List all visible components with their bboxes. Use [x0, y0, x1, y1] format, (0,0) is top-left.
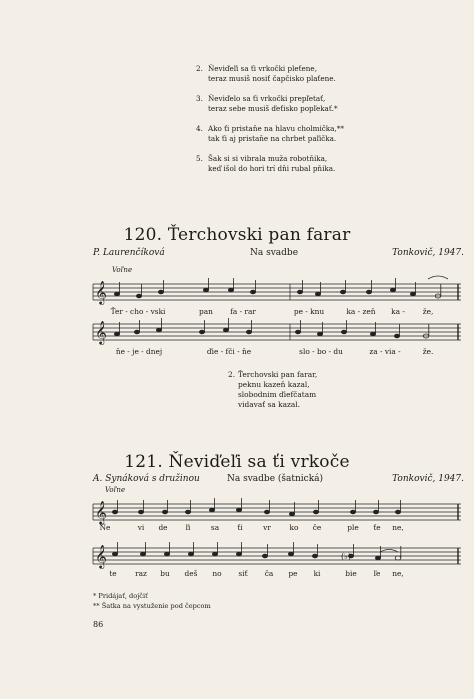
footnote-1: * Pridájať, dojčiť: [93, 592, 148, 600]
song-121-collector: Tonkovič, 1947.: [392, 474, 464, 484]
song-121-title: 121. Ňeviďeľi sa ťi vrkoče: [124, 452, 350, 472]
treble-clef-icon: 𝄞: [95, 320, 107, 344]
continued-verses: [196, 64, 396, 184]
verse-5: 5. Šak si si vibrala muža robotňika, keď išol do hori trí dňi rubal pňika.: [196, 154, 336, 173]
music-staff: [93, 282, 461, 302]
verse-4: 4. Ako ťi pristaňe na hlavu cholmička,** tak ťi aj pristaňe na chrbet paľička.: [196, 124, 344, 143]
page-number: 86: [93, 620, 104, 629]
song-121-staff-2: [93, 546, 461, 566]
song-120-collector: Tonkovič, 1947.: [392, 248, 464, 258]
song-121-staff-1: [93, 502, 461, 522]
song-121-lyrics-1: Ňe vi de ľi sa ťi vr ko če ple ťe ne,: [99, 523, 404, 532]
treble-clef-icon: 𝄞: [95, 544, 107, 568]
notes: [112, 542, 400, 560]
slur-icon: [380, 550, 398, 553]
footnotes: [93, 591, 211, 611]
notes: [112, 498, 400, 516]
footnote-2: ** Šatka na vystuženie pod čepcom: [93, 602, 211, 610]
song-120-title: 120. Ťerchovski pan farar: [123, 225, 351, 245]
fermata-icon: [428, 276, 448, 279]
song-120-lyrics-1: Ťer - cho - vski pan fa - rar pe - knu ka - zeň ka - že,: [110, 307, 434, 316]
treble-clef-icon: 𝄞: [95, 500, 107, 524]
song-120-staff-2: [93, 322, 461, 342]
song-120-verse-2: 2. Ťerchovski pan farar, peknu kazeň kazal, slobodnim ďiefčatam vidavať sa kazal.: [228, 370, 318, 409]
song-121-tempo: Voľne: [105, 486, 126, 494]
song-121-lyrics-2: te raz bu deš no siť ča pe ki bie ľe ne,: [109, 569, 404, 578]
song-120-lyrics-2: ňe - je - dnej ďie - fči - ňe slo - bo - du za - via - že.: [115, 347, 434, 356]
verse-2: 2. Ňeviďeľi sa ťi vrkočki pleťene, teraz musiš nosiť čapčisko plaťene.: [196, 64, 336, 83]
verse-3: 3. Ňeviďelo sa ťi vrkočki prepľetať, teraz sebe musiš ďeťisko popľekať.*: [196, 94, 338, 113]
music-staff: [93, 322, 461, 342]
music-staff: [93, 502, 461, 522]
flat-sign-icon: (♭): [341, 552, 352, 561]
song-120-tempo: Voľne: [112, 266, 133, 274]
song-120-occasion: Na svadbe: [250, 248, 299, 258]
music-staff: [93, 546, 461, 566]
song-120-singer: P. Laurenčíková: [93, 248, 165, 258]
song-121-singer: A. Synáková s družinou: [93, 474, 200, 484]
song-120-staff-1: [93, 282, 461, 302]
song-121-occasion: Na svadbe (šatnická): [227, 474, 324, 484]
treble-clef-icon: 𝄞: [95, 280, 107, 304]
